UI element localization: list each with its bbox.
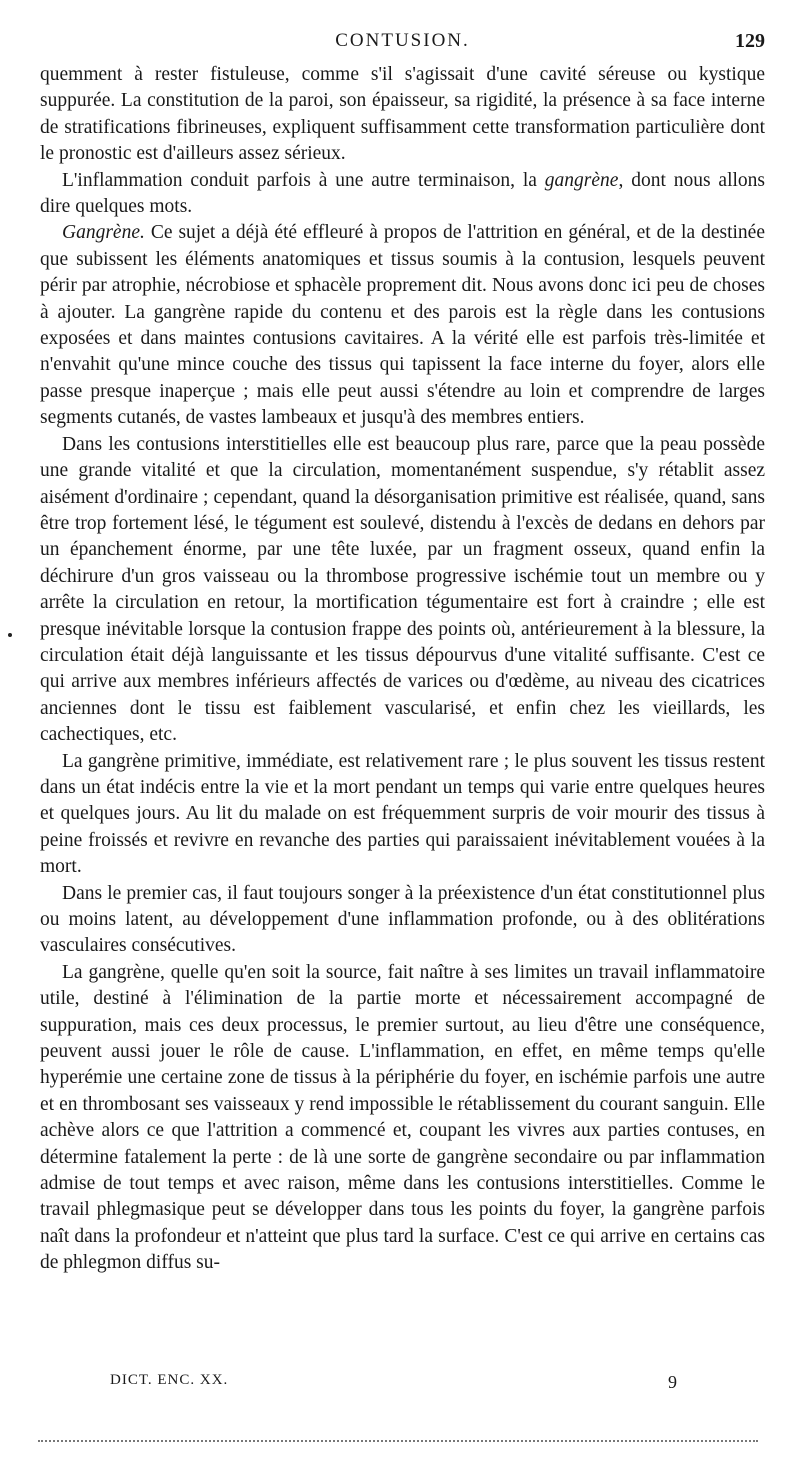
paragraph-2-lead: L'inflammation conduit parfois à une autre terminaison, la — [62, 169, 545, 191]
page-footer — [40, 1372, 765, 1396]
bottom-dotted-rule — [38, 1440, 758, 1442]
page-header — [40, 30, 765, 56]
paragraph-2-italic: gangrène — [544, 169, 619, 191]
paragraph-5: La gangrène primitive, immédiate, est relativement rare ; le plus souvent les tissus restent dans un état indécis entre la vie et la mort pendant un temps qui varie entre quelques heures et quelques jours. Au lit du malade on est fréquemment surpris de voir mourir des tissus à peine froissés et revivre en revanche des parties qui paraissaient inévitablement vouées à la mort. — [40, 750, 765, 878]
sheet-number: 9 — [668, 1372, 677, 1392]
signature-mark: DICT. ENC. XX. — [110, 1372, 229, 1388]
running-title: CONTUSION. — [335, 30, 470, 51]
margin-mark — [8, 633, 12, 637]
body-text — [40, 62, 765, 1277]
paragraph-4: Dans les contusions interstitielles elle est beaucoup plus rare, parce que la peau possède une grande vitalité et que la circulation, momentanément suspendue, s'y rétablit assez aisément d'ordinaire ; cependant, quand la désorganisation primitive est réalisée, quand, sans être trop fortement lésé, le tégument est soulevé, distendu à l'excès de dedans en dehors par un épanchement énorme, par une tête luxée, par un fragment osseux, quand enfin la déchirure d'un gros vaisseau ou la thrombose progressive ischémie tout un membre ou y arrête la circulation en retour, la mortification tégumentaire est fort à craindre ; elle est presque inévitable lorsque la contusion frappe des points où, antérieurement à la blessure, la circulation était déjà languissante et les tissus dépourvus d'une vitalité suffisante. C'est ce qui arrive aux membres inférieurs affectés de varices ou d'œdème, au niveau des cicatrices anciennes dont le tissu est faiblement vascularisé, et enfin chez les vieillards, les cachectiques, etc. — [40, 433, 765, 746]
paragraph-7: La gangrène, quelle qu'en soit la source, fait naître à ses limites un travail inflammatoire utile, destiné à l'élimination de la partie morte et nécessairement accompagné de suppuration, mais ces deux processus, le premier surtout, au lieu d'être une conséquence, peuvent aussi jouer le rôle de cause. L'inflammation, en effet, en même temps qu'elle hyperémie une certaine zone de tissus à la périphérie du foyer, en ischémie parfois une autre et en thrombosant ses vaisseaux y rend impossible le rétablissement du courant sanguin. Elle achève alors ce que l'attrition a commencé et, coupant les vivres aux parties contuses, en détermine fatalement la perte : de là une sorte de gangrène secondaire ou par inflammation admise de tout temps et avec raison, même dans les contusions interstitielles. Comme le travail phlegmasique peut se développer dans tous les points du foyer, la gangrène parfois naît dans la profondeur et n'atteint que plus tard la surface. C'est ce qui arrive en certains cas de phlegmon diffus su- — [40, 961, 765, 1274]
paragraph-3-rest: Ce sujet a déjà été effleuré à propos de l'attrition en général, et de la destinée que subissent les éléments anatomiques et tissus soumis à la contusion, lesquels peuvent périr par atrophie, nécrobiose et sphacèle proprement dit. Nous avons donc ici peu de choses à ajouter. La gangrène rapide du contenu et des parois est la règle dans les contusions exposées et dans maintes contusions cavitaires. A la vérité elle est parfois très-limitée et n'envahit qu'une mince couche des tissus qui tapissent la face interne du foyer, alors elle passe presque inaperçue ; mais elle peut aussi s'étendre au loin et comprendre de larges segments cutanés, de vastes lambeaux et jusqu'à des membres entiers. — [40, 222, 765, 429]
paragraph-6: Dans le premier cas, il faut toujours songer à la préexistence d'un état constitutionnel plus ou moins latent, au développement d'une inflammation profonde, ou à des oblitérations vasculaires consécutives. — [40, 882, 765, 957]
paragraph-2 — [40, 168, 765, 221]
paragraph-3 — [40, 220, 765, 431]
section-heading-gangrene: Gangrène. — [62, 222, 145, 244]
paragraph-2-rest: , dont nous allons dire quelques mots. — [40, 169, 765, 218]
page-number: 129 — [735, 30, 765, 52]
paragraph-1: quemment à rester fistuleuse, comme s'il s'agissait d'une cavité séreuse ou kystique suppurée. La constitution de la paroi, son épaisseur, sa rigidité, la présence à sa face interne de stratifications fibrineuses, expliquent suffisamment cette transformation particulière dont le pronostic est d'ailleurs assez sérieux. — [40, 64, 765, 165]
